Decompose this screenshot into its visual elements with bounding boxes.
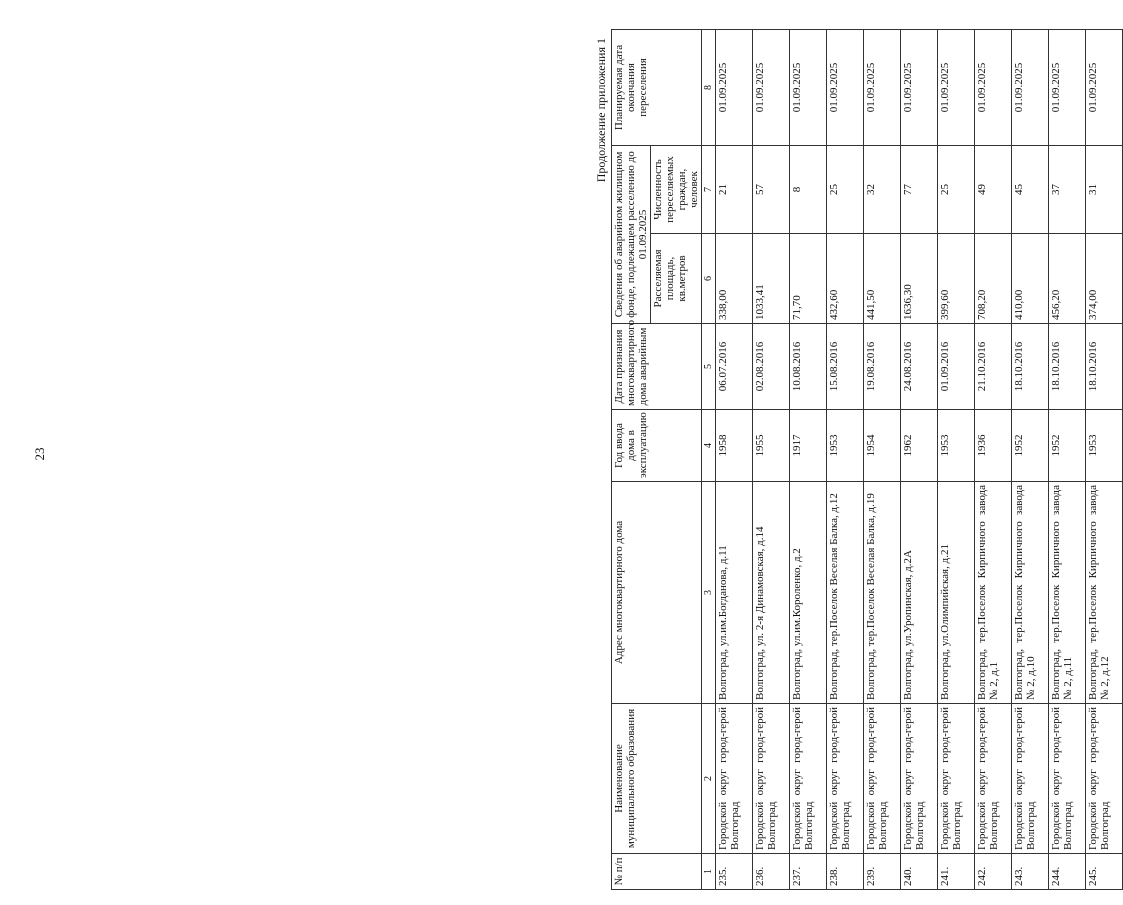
cell-date-recognized: 10.08.2016 bbox=[790, 324, 827, 410]
column-number: 5 bbox=[702, 324, 716, 410]
cell-num: 237. bbox=[790, 854, 827, 890]
cell-area: 410,00 bbox=[1012, 234, 1049, 324]
cell-num: 241. bbox=[938, 854, 975, 890]
cell-date-recognized: 18.10.2016 bbox=[1049, 324, 1086, 410]
cell-area: 1033,41 bbox=[753, 234, 790, 324]
cell-area: 441,50 bbox=[864, 234, 901, 324]
cell-area: 456,20 bbox=[1049, 234, 1086, 324]
cell-planned-date: 01.09.2025 bbox=[975, 29, 1012, 145]
cell-people: 77 bbox=[901, 145, 938, 233]
table-row bbox=[827, 29, 864, 889]
column-numbers-row bbox=[702, 29, 716, 889]
cell-planned-date: 01.09.2025 bbox=[1049, 29, 1086, 145]
table-caption: Продолжение приложения 1 bbox=[594, 38, 608, 183]
cell-address: Волгоград, тер.Поселок Кирпичного завода № 2, д.11 bbox=[1049, 482, 1086, 704]
cell-municipality: Городской округ город-герой Волгоград bbox=[864, 704, 901, 854]
cell-people: 25 bbox=[938, 145, 975, 233]
cell-people: 45 bbox=[1012, 145, 1049, 233]
table-row bbox=[753, 29, 790, 889]
header-area: Расселяемая площадь, кв.метров bbox=[651, 234, 702, 324]
header-year: Год ввода дома в эксплуатацию bbox=[612, 410, 702, 482]
cell-area: 71,70 bbox=[790, 234, 827, 324]
cell-date-recognized: 18.10.2016 bbox=[1012, 324, 1049, 410]
cell-municipality: Городской округ город-герой Волгоград bbox=[1049, 704, 1086, 854]
cell-num: 243. bbox=[1012, 854, 1049, 890]
column-number: 2 bbox=[702, 704, 716, 854]
cell-people: 37 bbox=[1049, 145, 1086, 233]
cell-num: 236. bbox=[753, 854, 790, 890]
cell-municipality: Городской округ город-герой Волгоград bbox=[1086, 704, 1123, 854]
column-number: 4 bbox=[702, 410, 716, 482]
table-row bbox=[901, 29, 938, 889]
cell-address: Волгоград, ул.им.Короленко, д.2 bbox=[790, 482, 827, 704]
rotated-table-region bbox=[593, 30, 1111, 890]
column-number: 8 bbox=[702, 29, 716, 145]
cell-year: 1953 bbox=[827, 410, 864, 482]
cell-address: Волгоград, тер.Поселок Веселая Балка, д.19 bbox=[864, 482, 901, 704]
header-address: Адрес многоквартирного дома bbox=[612, 482, 702, 704]
cell-num: 245. bbox=[1086, 854, 1123, 890]
cell-date-recognized: 19.08.2016 bbox=[864, 324, 901, 410]
cell-address: Волгоград, ул.им.Богданова, д.11 bbox=[716, 482, 753, 704]
cell-date-recognized: 24.08.2016 bbox=[901, 324, 938, 410]
table-row bbox=[1086, 29, 1123, 889]
cell-planned-date: 01.09.2025 bbox=[864, 29, 901, 145]
cell-year: 1954 bbox=[864, 410, 901, 482]
cell-num: 235. bbox=[716, 854, 753, 890]
cell-address: Волгоград, ул. 2-я Динамовская, д.14 bbox=[753, 482, 790, 704]
cell-municipality: Городской округ город-герой Волгоград bbox=[1012, 704, 1049, 854]
cell-people: 31 bbox=[1086, 145, 1123, 233]
cell-num: 240. bbox=[901, 854, 938, 890]
cell-num: 242. bbox=[975, 854, 1012, 890]
cell-year: 1952 bbox=[1012, 410, 1049, 482]
cell-num: 238. bbox=[827, 854, 864, 890]
cell-municipality: Городской округ город-герой Волгоград bbox=[716, 704, 753, 854]
cell-municipality: Городской округ город-герой Волгоград bbox=[827, 704, 864, 854]
header-planned-date: Планируемая дата окончания переселения bbox=[612, 29, 702, 145]
cell-area: 1636,30 bbox=[901, 234, 938, 324]
table-row bbox=[975, 29, 1012, 889]
page-number: 23 bbox=[32, 447, 47, 461]
table-row bbox=[1049, 29, 1086, 889]
cell-planned-date: 01.09.2025 bbox=[790, 29, 827, 145]
cell-year: 1953 bbox=[938, 410, 975, 482]
cell-year: 1952 bbox=[1049, 410, 1086, 482]
cell-people: 57 bbox=[753, 145, 790, 233]
cell-num: 244. bbox=[1049, 854, 1086, 890]
cell-municipality: Городской округ город-герой Волгоград bbox=[753, 704, 790, 854]
cell-planned-date: 01.09.2025 bbox=[716, 29, 753, 145]
table-row bbox=[864, 29, 901, 889]
cell-year: 1953 bbox=[1086, 410, 1123, 482]
cell-planned-date: 01.09.2025 bbox=[1012, 29, 1049, 145]
cell-planned-date: 01.09.2025 bbox=[1086, 29, 1123, 145]
cell-municipality: Городской округ город-герой Волгоград bbox=[790, 704, 827, 854]
cell-planned-date: 01.09.2025 bbox=[827, 29, 864, 145]
cell-planned-date: 01.09.2025 bbox=[938, 29, 975, 145]
table-row bbox=[716, 29, 753, 889]
column-number: 1 bbox=[702, 854, 716, 890]
cell-municipality: Городской округ город-герой Волгоград bbox=[901, 704, 938, 854]
cell-date-recognized: 21.10.2016 bbox=[975, 324, 1012, 410]
cell-area: 374,00 bbox=[1086, 234, 1123, 324]
cell-area: 708,20 bbox=[975, 234, 1012, 324]
cell-year: 1917 bbox=[790, 410, 827, 482]
cell-municipality: Городской округ город-герой Волгоград bbox=[938, 704, 975, 854]
header-date-recognized: Дата признания многоквартирного дома аварийным bbox=[612, 324, 702, 410]
cell-year: 1962 bbox=[901, 410, 938, 482]
cell-year: 1958 bbox=[716, 410, 753, 482]
cell-date-recognized: 02.08.2016 bbox=[753, 324, 790, 410]
cell-date-recognized: 01.09.2016 bbox=[938, 324, 975, 410]
cell-planned-date: 01.09.2025 bbox=[901, 29, 938, 145]
cell-date-recognized: 06.07.2016 bbox=[716, 324, 753, 410]
cell-address: Волгоград, ул.Олимпийская, д.21 bbox=[938, 482, 975, 704]
cell-people: 32 bbox=[864, 145, 901, 233]
cell-address: Волгоград, тер.Поселок Веселая Балка, д.12 bbox=[827, 482, 864, 704]
header-emergency-fund-group: Сведения об аварийном жилищном фонде, подлежащем расселению до 01.09.2025 bbox=[612, 145, 651, 323]
cell-date-recognized: 18.10.2016 bbox=[1086, 324, 1123, 410]
cell-num: 239. bbox=[864, 854, 901, 890]
table-row bbox=[938, 29, 975, 889]
cell-area: 338,00 bbox=[716, 234, 753, 324]
cell-date-recognized: 15.08.2016 bbox=[827, 324, 864, 410]
cell-address: Волгоград, тер.Поселок Кирпичного завода № 2, д.12 bbox=[1086, 482, 1123, 704]
cell-address: Волгоград, тер.Поселок Кирпичного завода № 2, д.1 bbox=[975, 482, 1012, 704]
cell-people: 8 bbox=[790, 145, 827, 233]
cell-municipality: Городской округ город-герой Волгоград bbox=[975, 704, 1012, 854]
column-number: 7 bbox=[702, 145, 716, 233]
header-municipality: Наименование муниципального образования bbox=[612, 704, 702, 854]
relocation-table bbox=[611, 29, 1123, 890]
cell-area: 432,60 bbox=[827, 234, 864, 324]
header-num: № п/п bbox=[612, 854, 702, 890]
header-people: Численность переселяемых граждан, человек bbox=[651, 145, 702, 233]
cell-people: 21 bbox=[716, 145, 753, 233]
table-row bbox=[1012, 29, 1049, 889]
cell-year: 1936 bbox=[975, 410, 1012, 482]
cell-planned-date: 01.09.2025 bbox=[753, 29, 790, 145]
column-number: 3 bbox=[702, 482, 716, 704]
cell-year: 1955 bbox=[753, 410, 790, 482]
column-number: 6 bbox=[702, 234, 716, 324]
cell-people: 49 bbox=[975, 145, 1012, 233]
cell-address: Волгоград, ул.Уропинская, д.2А bbox=[901, 482, 938, 704]
table-row bbox=[790, 29, 827, 889]
cell-people: 25 bbox=[827, 145, 864, 233]
cell-address: Волгоград, тер.Поселок Кирпичного завода № 2, д.10 bbox=[1012, 482, 1049, 704]
table-body bbox=[716, 29, 1123, 889]
cell-area: 399,60 bbox=[938, 234, 975, 324]
